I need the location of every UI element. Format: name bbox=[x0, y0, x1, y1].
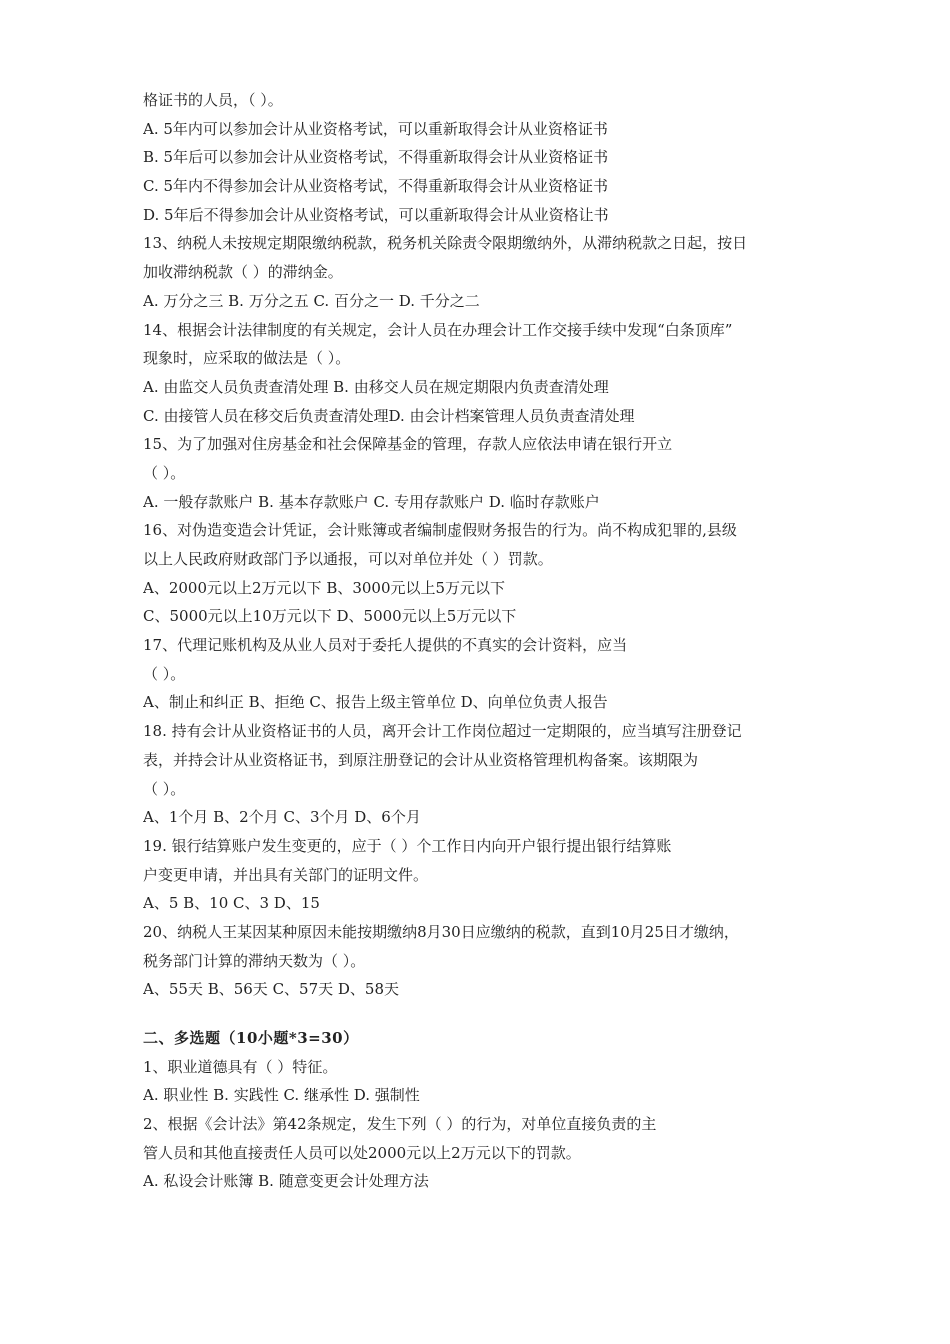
mc-question-1-options: A. 职业性 B. 实践性 C. 继承性 D. 强制性 bbox=[143, 1086, 420, 1105]
question-19-options: A、5 B、10 C、3 D、15 bbox=[143, 894, 320, 913]
text-line: 格证书的人员，（ ）。 bbox=[143, 91, 283, 109]
option-line: C. 5年内不得参加会计从业资格考试，不得重新取得会计从业资格证书 bbox=[143, 177, 609, 196]
question-13-text: 加收滞纳税款（ ）的滞纳金。 bbox=[143, 263, 343, 282]
question-16-text: 16、对伪造变造会计凭证，会计账簿或者编制虚假财务报告的行为。尚不构成犯罪的,县级 bbox=[143, 521, 737, 540]
question-17-text: 17、代理记账机构及从业人员对于委托人提供的不真实的会计资料，应当 bbox=[143, 636, 628, 655]
question-20-text: 税务部门计算的滞纳天数为（ ）。 bbox=[143, 951, 366, 970]
question-16-options: C、5000元以上10万元以下 D、5000元以上5万元以下 bbox=[143, 607, 517, 626]
question-14-options: A. 由监交人员负责查清处理 B. 由移交人员在规定期限内负责查清处理 bbox=[143, 377, 609, 396]
question-15-options: A. 一般存款账户 B. 基本存款账户 C. 专用存款账户 D. 临时存款账户 bbox=[143, 492, 600, 511]
question-15-text: （ ）。 bbox=[143, 463, 186, 482]
question-16-text: 以上人民政府财政部门予以通报，可以对单位并处（ ）罚款。 bbox=[143, 550, 553, 568]
mc-question-2-options: A. 私设会计账簿 B. 随意变更会计处理方法 bbox=[143, 1172, 429, 1191]
question-list bbox=[143, 86, 815, 1196]
question-13-options: A. 万分之三 B. 万分之五 C. 百分之一 D. 千分之二 bbox=[143, 291, 480, 310]
question-18-options: A、1个月 B、2个月 C、3个月 D、6个月 bbox=[143, 808, 421, 827]
mc-question-1-text: 1、职业道德具有（ ）特征。 bbox=[143, 1057, 338, 1076]
question-20-options: A、55天 B、56天 C、57天 D、58天 bbox=[143, 980, 400, 999]
section-spacer bbox=[143, 1004, 815, 1024]
question-14-text: 14、根据会计法律制度的有关规定，会计人员在办理会计工作交接手续中发现“白条顶库” bbox=[143, 320, 733, 339]
question-15-text: 15、为了加强对住房基金和社会保障基金的管理，存款人应依法申请在银行开立 bbox=[143, 435, 673, 454]
option-line: B. 5年后可以参加会计从业资格考试，不得重新取得会计从业资格证书 bbox=[143, 148, 609, 167]
section-heading-multiple-choice: 二、多选题（10小题*3=30） bbox=[143, 1029, 359, 1047]
option-line: D. 5年后不得参加会计从业资格考试，可以重新取得会计从业资格让书 bbox=[143, 205, 609, 224]
question-20-text: 20、纳税人王某因某种原因未能按期缴纳8月30日应缴纳的税款，直到10月25日才缴纳， bbox=[143, 922, 739, 941]
question-14-options: C. 由接管人员在移交后负责查清处理D. 由会计档案管理人员负责查清处理 bbox=[143, 406, 635, 425]
question-17-text: （ ）。 bbox=[143, 664, 186, 683]
question-14-text: 现象时，应采取的做法是（ ）。 bbox=[143, 349, 351, 368]
question-13-text: 13、纳税人未按规定期限缴纳税款，税务机关除责令限期缴纳外，从滞纳税款之日起，按日 bbox=[143, 234, 748, 253]
question-18-text: （ ）。 bbox=[143, 779, 186, 798]
option-line: A. 5年内可以参加会计从业资格考试，可以重新取得会计从业资格证书 bbox=[143, 119, 608, 138]
mc-question-2-text: 2、根据《会计法》第42条规定，发生下列（ ）的行为，对单位直接负责的主 bbox=[143, 1115, 657, 1134]
question-19-text: 19. 银行结算账户发生变更的，应于（ ）个工作日内向开户银行提出银行结算账 bbox=[143, 836, 672, 855]
question-19-text: 户变更申请，并出具有关部门的证明文件。 bbox=[143, 865, 429, 884]
mc-question-2-text: 管人员和其他直接责任人员可以处2000元以上2万元以下的罚款。 bbox=[143, 1143, 581, 1162]
question-17-options: A、制止和纠正 B、拒绝 C、报告上级主管单位 D、向单位负责人报告 bbox=[143, 693, 608, 712]
question-18-text: 18. 持有会计从业资格证书的人员，离开会计工作岗位超过一定期限的，应当填写注册登记 bbox=[143, 722, 742, 741]
question-18-text: 表，并持会计从业资格证书，到原注册登记的会计从业资格管理机构备案。该期限为 bbox=[143, 750, 699, 769]
question-16-options: A、2000元以上2万元以下 B、3000元以上5万元以下 bbox=[143, 578, 506, 597]
